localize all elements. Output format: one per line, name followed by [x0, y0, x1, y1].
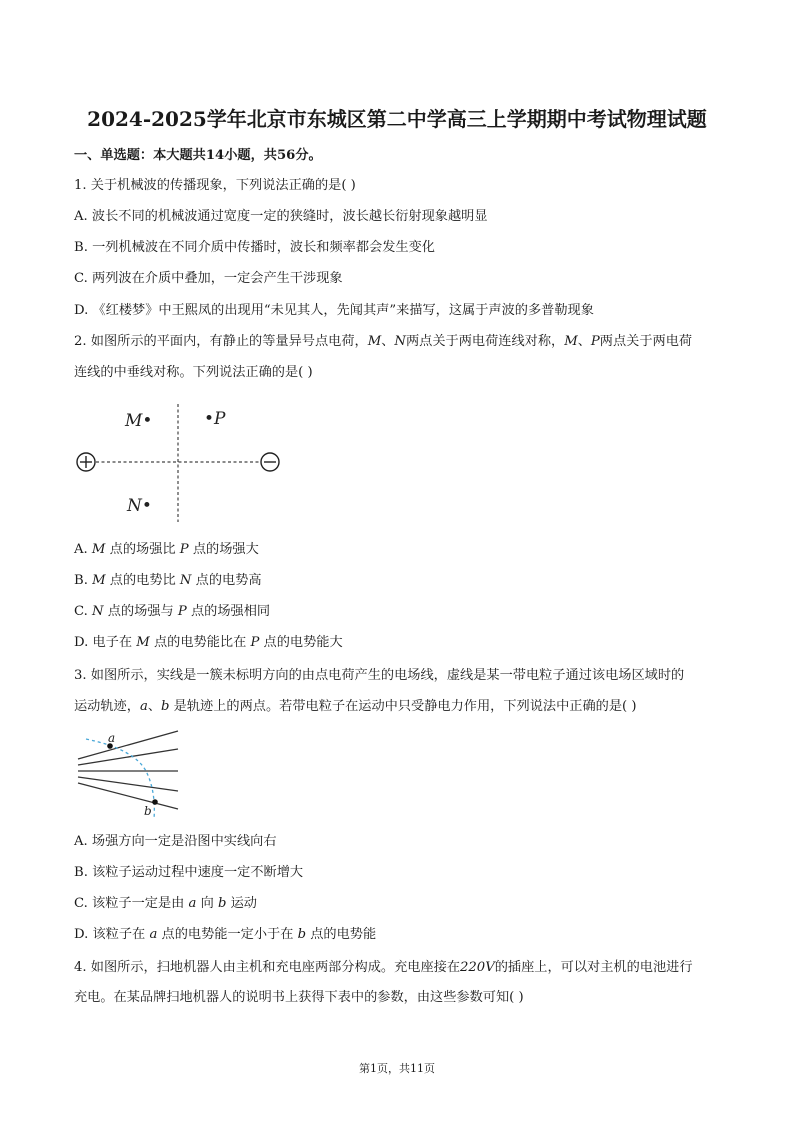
point-a-label: a [108, 731, 116, 745]
var-p: P [590, 334, 600, 349]
q3-stem-line1: 3. 如图所示，实线是一簇未标明方向的由点电荷产生的电场线，虚线是某一带电粒子通过该电场区域时的 [74, 668, 685, 683]
q3-option-c: C. 该粒子一定是由 a 向 b 运动 [74, 896, 257, 911]
point-n-label: N• [127, 496, 152, 516]
q2-stem-part: 两点关于两电荷 [599, 334, 693, 349]
q1-option-c: C. 两列波在介质中叠加，一定会产生干涉现象 [74, 271, 343, 286]
field-line [78, 783, 178, 809]
field-line-diagram [72, 727, 184, 822]
q2-stem-line1 [74, 333, 692, 351]
q3-option-d: D. 该粒子在 a 点的电势能一定小于在 b 点的电势能 [74, 927, 377, 942]
q3-stem-line2: 运动轨迹，a、b 是轨迹上的两点。若带电粒子在运动中只受静电力作用，下列说法中正确的是( ) [74, 699, 637, 714]
q4-stem-line2: 充电。在某品牌扫地机器人的说明书上获得下表中的参数，由这些参数可知( ) [74, 990, 524, 1005]
q2-option-c: C. N 点的场强与 P 点的场强相同 [74, 604, 271, 619]
q1-stem: 1. 关于机械波的传播现象，下列说法正确的是( ) [74, 178, 356, 193]
point-b-label: b [144, 804, 152, 818]
q1-option-d: D. 《红楼梦》中王熙凤的出现用“未见其人，先闻其声”来描写，这属于声波的多普勒现象 [74, 303, 594, 318]
q1-option-a: A. 波长不同的机械波通过宽度一定的狭缝时，波长越长衍射现象越明显 [74, 209, 488, 224]
field-line [78, 749, 178, 765]
point-p-label: •P [204, 409, 226, 429]
field-line [78, 777, 178, 791]
q2-option-d: D. 电子在 M 点的电势能比在 P 点的电势能大 [74, 635, 343, 650]
point-m-label: M• [125, 411, 153, 431]
var-m: M [564, 334, 578, 349]
charge-diagram [70, 398, 290, 528]
point-b-dot [152, 799, 158, 805]
page-title: 2024-2025学年北京市东城区第二中学高三上学期期中考试物理试题 [87, 107, 707, 131]
separator: 、 [381, 334, 395, 349]
q3-option-b: B. 该粒子运动过程中速度一定不断增大 [74, 865, 304, 880]
var-n: N [394, 334, 406, 349]
q2-stem-part: 2. 如图所示的平面内，有静止的等量异号点电荷， [74, 334, 368, 349]
q2-option-b: B. M 点的电势比 N 点的电势高 [74, 573, 262, 588]
q2-stem-part: 两点关于两电荷连线对称， [405, 334, 565, 349]
q2-stem-line2: 连线的中垂线对称。下列说法正确的是( ) [74, 365, 313, 380]
var-m: M [367, 334, 382, 349]
section-heading: 一、单选题：本大题共14小题，共56分。 [74, 148, 322, 163]
q3-option-a: A. 场强方向一定是沿图中实线向右 [74, 834, 277, 849]
separator: 、 [577, 334, 591, 349]
page-footer: 第1页，共11页 [359, 1062, 435, 1075]
field-line [78, 731, 178, 759]
q2-option-a: A. M 点的场强比 P 点的场强大 [74, 542, 259, 557]
q1-option-b: B. 一列机械波在不同介质中传播时，波长和频率都会发生变化 [74, 240, 435, 255]
q4-stem-line1: 4. 如图所示，扫地机器人由主机和充电座两部分构成。充电座接在220V的插座上，可以对主机的电池进行 [74, 960, 693, 975]
